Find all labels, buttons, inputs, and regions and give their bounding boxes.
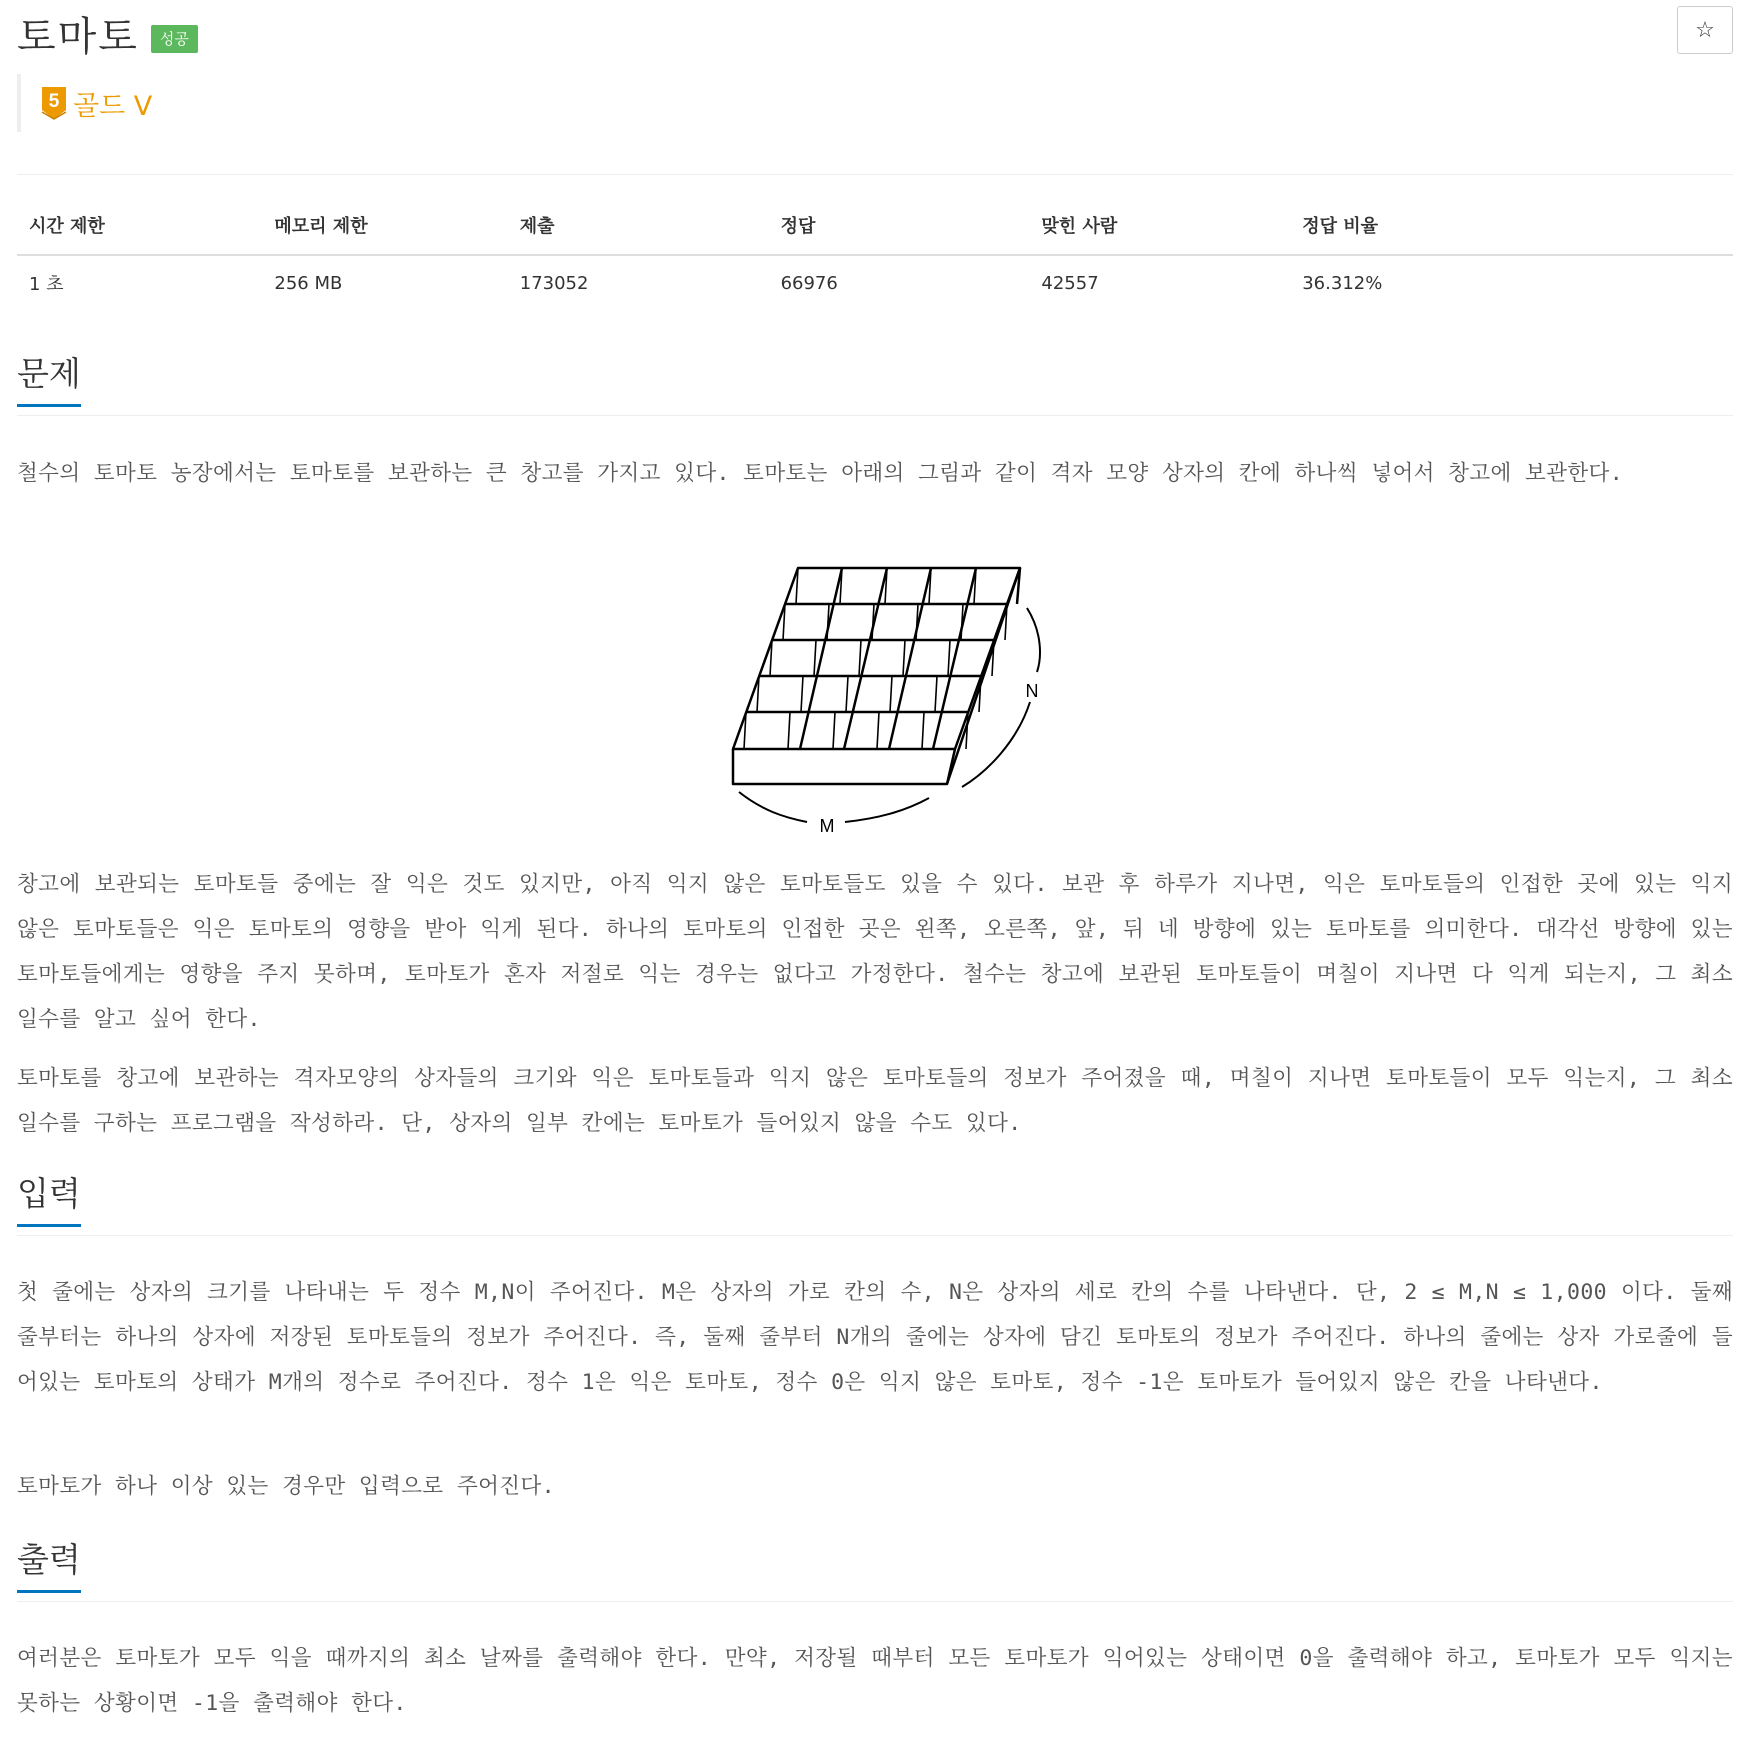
info-value-row xyxy=(17,255,1733,310)
memory-limit-value: 256 MB xyxy=(274,272,343,294)
figure-label-m: M xyxy=(819,816,835,836)
header-accept-ratio: 정답 비율 xyxy=(1290,210,1733,255)
tier-box xyxy=(17,74,152,132)
tier-number: 5 xyxy=(48,91,60,112)
tomato-box-figure xyxy=(717,552,1057,852)
accepted-value[interactable]: 66976 xyxy=(780,272,838,294)
info-header-row xyxy=(17,210,1733,255)
input-paragraph-2: 토마토가 하나 이상 있는 경우만 입력으로 주어진다. xyxy=(17,1474,555,1499)
description-paragraph-1: 철수의 토마토 농장에서는 토마토를 보관하는 큰 창고를 가지고 있다. 토마토는 아래의 그림과 같이 격자 모양 상자의 칸에 하나씩 넣어서 창고에 보관한다. xyxy=(17,461,1624,486)
header-time-limit: 시간 제한 xyxy=(17,210,262,255)
favorite-button[interactable] xyxy=(1677,6,1733,54)
problem-info-table xyxy=(17,210,1733,310)
page-title: 토마토 xyxy=(17,13,139,60)
title-row xyxy=(17,4,198,62)
solved-users-value[interactable]: 42557 xyxy=(1041,272,1099,294)
accept-ratio-value: 36.312% xyxy=(1302,272,1383,294)
tier-badge-icon[interactable] xyxy=(41,86,67,120)
section-heading: 문제 xyxy=(17,356,81,407)
section-description-header xyxy=(17,356,1733,416)
header-submissions: 제출 xyxy=(508,210,769,255)
figure-label-n: N xyxy=(1025,681,1039,701)
divider xyxy=(17,174,1733,175)
tier-label[interactable]: 골드 V xyxy=(73,90,153,122)
section-heading: 입력 xyxy=(17,1176,81,1227)
header-solved-users: 맞힌 사람 xyxy=(1029,210,1290,255)
section-output-header xyxy=(17,1542,1733,1602)
section-heading: 출력 xyxy=(17,1542,81,1593)
output-paragraph-1: 여러분은 토마토가 모두 익을 때까지의 최소 날짜를 출력해야 한다. 만약, 저장될 때부터 모든 토마토가 익어있는 상태이면 0을 출력해야 하고, 토마토가 모두 익지는 못하는 상황이면 -1을 출력해야 한다. xyxy=(17,1646,1733,1716)
description-paragraph-3: 토마토를 창고에 보관하는 격자모양의 상자들의 크기와 익은 토마토들과 익지 않은 토마토들의 정보가 주어졌을 때, 며칠이 지나면 토마토들이 모두 익는지, 그 최소 일수를 구하는 프로그램을 작성하라. 단, 상자의 일부 칸에는 토마토가 들어있지 않을 수도 있다. xyxy=(17,1066,1733,1136)
description-paragraph-2: 창고에 보관되는 토마토들 중에는 잘 익은 것도 있지만, 아직 익지 않은 토마토들도 있을 수 있다. 보관 후 하루가 지나면, 익은 토마토들의 인접한 곳에 있는 익지 않은 토마토들은 익은 토마토의 영향을 받아 익게 된다. 하나의 토마토의 인접한 곳은 왼쪽, 오른쪽, 앞, 뒤 네 방향에 있는 토마토를 의미한다. 대각선 방향에 있는 토마토들에게는 영향을 주지 못하며, 토마토가 혼자 저절로 익는 경우는 없다고 가정한다. 철수는 창고에 보관된 토마토들이 며칠이 지나면 다 익게 되는지, 그 최소 일수를 알고 싶어 한다. xyxy=(17,872,1733,1032)
input-paragraph-1: 첫 줄에는 상자의 크기를 나타내는 두 정수 M,N이 주어진다. M은 상자의 가로 칸의 수, N은 상자의 세로 칸의 수를 나타낸다. 단, 2 ≤ M,N ≤ 1,000 이다. 둘째 줄부터는 하나의 상자에 저장된 토마토들의 정보가 주어진다. 즉, 둘째 줄부터 N개의 줄에는 상자에 담긴 토마토의 정보가 주어진다. 하나의 줄에는 상자 가로줄에 들어있는 토마토의 상태가 M개의 정수로 주어진다. 정수 1은 익은 토마토, 정수 0은 익지 않은 토마토, 정수 -1은 토마토가 들어있지 않은 칸을 나타낸다. xyxy=(17,1280,1733,1395)
status-badge: 성공 xyxy=(151,25,198,53)
time-limit-value: 1 초 xyxy=(29,274,64,295)
section-input-header xyxy=(17,1176,1733,1236)
header-accepted: 정답 xyxy=(769,210,1030,255)
star-icon: ☆ xyxy=(1695,17,1715,43)
submissions-value[interactable]: 173052 xyxy=(519,272,589,294)
header-memory-limit: 메모리 제한 xyxy=(262,210,507,255)
